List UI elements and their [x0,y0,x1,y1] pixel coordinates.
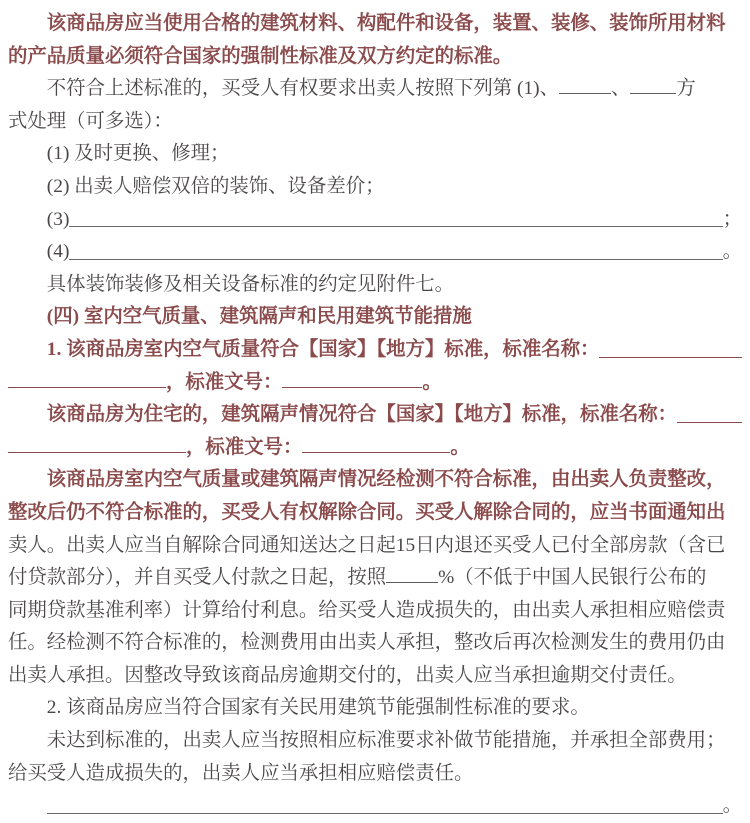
blank-underline [8,432,186,452]
doc-line [8,171,742,204]
text-segment: 出卖人承担。因整改导致该商品房逾期交付的，出卖人应当承担逾期交付责任。 [8,664,687,686]
blank-underline [69,259,722,260]
text-segment: 不符合上述标准的，买受人有权要求出卖人按照下列第 (1)、 [46,78,560,100]
text-segment: 1. 该商品房室内空气质量符合【国家】【地方】标准，标准名称： [46,338,600,360]
doc-line [8,41,742,74]
doc-line [8,464,742,497]
doc-line [8,595,742,628]
doc-line [8,790,742,823]
doc-line [8,399,742,432]
text-segment: 方 [676,78,696,100]
text-segment: 付贷款部分），并自买受人付款之日起，按照 [8,567,387,589]
text-segment: 。 [722,241,742,263]
text-segment: (3) [46,208,70,230]
text-segment: 卖人。出卖人应当自解除合同通知送达之日起15日内退还买受人已付全部房款（含已 [8,534,726,556]
text-segment: 式处理（可多选）： [8,110,173,132]
blank-underline [8,367,166,387]
text-segment: 。 [450,436,470,458]
text-segment: ； [722,208,742,230]
text-segment: 未达到标准的，出卖人应当按照相应标准要求补做节能措施，并承担全部费用； [46,730,726,752]
text-segment: 同期贷款基准利率）计算给付利息。给买受人造成损失的，由出卖人承担相应赔偿责 [8,599,726,621]
text-segment: 该商品房室内空气质量或建筑隔声情况经检测不符合标准，由出卖人负责整改， [46,469,726,491]
doc-line [8,725,742,758]
text-segment: 的产品质量必须符合国家的强制性标准及双方约定的标准。 [8,45,513,67]
blank-underline [559,74,611,94]
text-segment: 该商品房为住宅的，建筑隔声情况符合【国家】【地方】标准，标准名称： [46,404,677,426]
text-segment: 、 [611,78,631,100]
blank-underline [69,226,722,227]
doc-line [8,530,742,563]
text-segment: 整改后仍不符合标准的，买受人有权解除合同。买受人解除合同的，应当书面通知出 [8,501,726,523]
text-segment: (4) [46,241,70,263]
doc-line [8,269,742,302]
blank-underline [630,74,676,94]
doc-line [8,204,742,237]
text-segment: (2) 出卖人赔偿双倍的装饰、设备差价； [46,175,385,197]
text-segment: ，标准文号： [186,436,303,458]
text-segment: 。 [422,371,442,393]
text-segment: (四) 室内空气质量、建筑隔声和民用建筑节能措施 [46,306,472,328]
text-segment: 该商品房应当使用合格的建筑材料、构配件和设备，装置、装修、装饰所用材料 [46,13,726,34]
text-segment: 2. 该商品房应当符合国家有关民用建筑节能强制性标准的要求。 [46,697,590,719]
doc-line [8,236,742,269]
doc-line [8,8,742,41]
doc-line [8,301,742,334]
blank-underline [302,432,450,452]
doc-line [8,367,742,400]
blank-underline [47,813,723,814]
blank-underline [282,367,422,387]
text-segment: 具体装饰装修及相关设备标准的约定见附件七。 [46,273,454,295]
text-segment: 任。经检测不符合标准的，检测费用由出卖人承担，整改后再次检测发生的费用仍由 [8,632,726,654]
text-segment: %（不低于中国人民银行公布的 [438,567,707,589]
doc-line [8,660,742,693]
text-segment: 。 [722,795,742,817]
doc-line [8,334,742,367]
doc-line [8,138,742,171]
blank-underline [677,422,742,423]
text-segment: (1) 及时更换、修理； [46,143,230,165]
doc-line [8,73,742,106]
doc-line [8,692,742,725]
doc-line [8,432,742,465]
text-segment: ，标准文号： [166,371,283,393]
doc-lines [8,8,742,823]
text-segment: 给买受人造成损失的，出卖人应当承担相应赔偿责任。 [8,762,474,784]
doc-line [8,758,742,791]
doc-line [8,106,742,139]
doc-line [8,627,742,660]
doc-line [8,562,742,595]
blank-underline [386,563,438,583]
doc-line [8,497,742,530]
blank-underline [599,357,742,358]
